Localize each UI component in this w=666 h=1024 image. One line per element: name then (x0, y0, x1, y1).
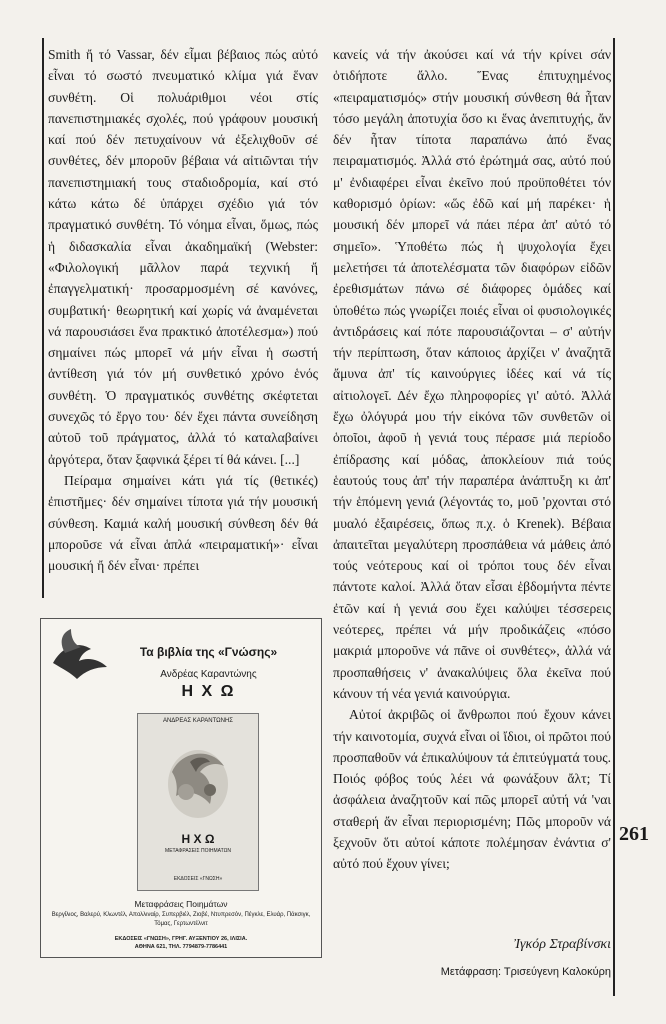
cover-publisher: ΕΚΔΟΣΕΙΣ «ΓΝΩΣΗ» (173, 876, 223, 882)
series-title: Τα βιβλία της «Γνώσης» (139, 645, 278, 659)
publisher-info (51, 935, 311, 951)
book-advertisement (40, 618, 322, 958)
right-text-column (333, 44, 611, 875)
book-author: Ανδρέας Καραντώνης (160, 669, 257, 680)
left-column-rule (42, 38, 44, 598)
publisher-address: ΕΚΔΟΣΕΙΣ «ΓΝΩΣΗ», ΓΡΗΓ. ΑΥΞΕΝΤΙΟΥ 26, ΙΛΙΣΙΑ. (114, 936, 248, 942)
left-paragraph-2: Πείραμα σημαίνει κάτι γιά τίς (θετικές) ἐπιστῆμες· δέν σημαίνει τίποτα γιά τήν μουσική σύνθεση. Καμιά καλή μουσική σύνθεση δέν θά μποροῦσε νά εἶναι ἁπλά «πειραματική»· εἶναι μουσική ἤ δέν εἶναι· πρέπει (48, 472, 318, 574)
cover-title: Η Χ Ω (181, 832, 215, 846)
right-paragraph-2: Αὐτοί ἀκριβῶς οἱ ἄνθρωποι πού ἔχουν κάνει τήν καινοτομία, συχνά εἶναι οἱ ἴδιοι, οἱ πρῶτοι πού προσπαθοῦν νά ἐπικαλύψουν τά ἐπιτεύγματά τους. Ποιός φόβος τούς λέει νά φωνάξουν ἄλτ; Τί ἀσφάλεια ἀναζητοῦν καί πῶς μπορεῖ αὐτή νά 'ναι σταθερή ἄν εἶναι περιορισμένη; Πῶς μποροῦν νά ξεχνοῦν ὅτι αὐτοί κάποτε πολέμησαν ἐνάντια σ' αὐτό πού ἔχουν γίνει; (333, 707, 611, 872)
page-number: 261 (619, 823, 649, 845)
translator-credit: Μετάφραση: Τρισεύγενη Καλοκύρη (440, 966, 611, 978)
book-subject: Μεταφράσεις Ποιημάτων (134, 899, 228, 909)
cover-illustration-icon (150, 732, 246, 828)
left-paragraph-1: Smith ἤ τό Vassar, δέν εἶμαι βέβαιος πώς αὐτό εἶναι τό σωστό πνευματικό κλίμα γιά ἕναν συνθέτη. Οἱ πολυάριθμοι νέοι στίς πανεπιστημιακές σχολές, πού γράφουν μουσική καί πού δέν πετυχαίνουν νά ἐξελιχθοῦν σέ συνθέτες, δέν μποροῦν βέβαια νά αἰτιῶνται τήν πανεπιστημιακή τους σταδιοδρομία, καί στό κάτω κάτω δέ ὑπάρχει σχέδιο γιά τόν πραγματικό συνθέτη. Τό νόημα εἶναι, ὅμως, πώς ἡ διδασκαλία εἶναι ἀκαδημαϊκή (Webster: «Φιλολογική μᾶλλον παρά τεχνική ἤ ἐπαγγελματική· προσαρμοσμένη σέ κανόνες, συμβατική· θεωρητική καί χωρίς νά ἀναμένεται νά παρουσιάσει ἕνα πρακτικό ἀποτέλεσμα») πού σημαίνει πώς μπορεῖ νά μήν εἶναι ἡ σωστή ἀντίθεση γιά τόν μή συνθετικό χρόνο ἑνός συνθέτη. Ὁ πραγματικός συνθέτης σκέφτεται συνεχῶς τό ἔργο του· δέν ἔχει πάντα συνείδηση αὐτοῦ τοῦ πράγματος, ἀλλά τό καταλαβαίνει ἀργότερα, ὅταν ξαφνικά ξέρει τί θά κάνει. [...] (48, 47, 318, 467)
book-cover (137, 713, 259, 891)
cover-subtitle: ΜΕΤΑΦΡΑΣΕΙΣ ΠΟΙΗΜΑΤΩΝ (165, 848, 231, 854)
right-paragraph-1: κανείς νά τήν ἀκούσει καί νά τήν κρίνει σάν ὁτιδήποτε ἄλλο. Ἕνας ἐπιτυχημένος «πειραματισμός» στήν μουσική σύνθεση θά ἦταν τόσο μεγάλη ἀποτυχία ὅσο κι ἕνας ἀνεπιτυχής, ἄν δέν ἦταν τίποτα παραπάνω ἀπό ἕνας πειραματισμός. Ἀλλά στό ἐρώτημά σας, αὐτό πού μ' ἐνδιαφέρει εἶναι ἐκεῖνο πού προϋποθέτει τόν καθορισμό ὁρίων: «ὥς ἐδῶ καί μή παρέκει· ἡ μουσική δέν μπορεῖ νά πάει πέρα ἀπ' αὐτό τό σημεῖο». Ὑποθέτω πώς ἡ ψυχολογία ἔχει μελετήσει τά ἀποτελέσματα τῶν διαφόρων εἰδῶν ἐρεθισμάτων πάνω σέ διάφορες ὁμάδες καί ὑποθέτω πώς γνωρίζει ποιές εἶναι οἱ φυσιολογικές ἀντιδράσεις καί πότε παρουσιάζονται – σ' αὐτήν τήν περίπτωση, ὅταν κάποιος ἀρχίζει ν' ἀναζητᾶ ἄμυνα ἀπ' τίς καινούργιες ἰδέες καί νά τίς αἰτιολογεῖ. Δέν ἔχω πληροφορίες γι' αὐτό. Ἀλλά ἔχω ὀλόγυρά μου τήν εἰκόνα τῶν συνθετῶν οἱ ὁποῖοι, ἀφοῦ ἡ γενιά τους πέρασε μιά περίοδο ἐπίδρασης καί μόδας, ἀποκλείουν πιά τούς ἑαυτούς τους ἀπ' τήν παραπέρα ἀνάπτυξη κι ἀπ' τήν ἑπόμενη γενιά (λέγοντάς το, μοῦ 'ρχονται στό μυαλό ἐξαιρέσεις, ὅπως π.χ. ὁ Krenek). Βέβαια ἀπαιτεῖται μεγαλύτερη προσπάθεια νά μάθεις ἀπό τούς νεότερους καί οἱ τρόποι τους δέν εἶναι πάντοτε καλοί. Ἀλλά ὅταν εἶσαι ἑβδομήντα πέντε ἐτῶν καί ἡ γενιά σου ἔχει καλύψει τέσσερεις νεότερες, πρέπει νά μήν προδικάζεις «πόσο μακριά μποροῦνε νά πᾶνε οἱ συνθέτες», ἀλλά νά προσπαθήσεις ν' ἀνακαλύψεις ὅλα ἐκεῖνα πού κάνουν τή νέα γενιά καινούργια. (333, 47, 611, 701)
poets-list: Βεργίλιος, Βαλερύ, Κλωντέλ, Απολλιναίρ, Συπερβιέλ, Ζιοβέ, Ντυπρεσόν, Πέγκλε, Ελυάρ, Πάκσιγκ, Τόμας, Γερτωντέλνιτ (51, 912, 311, 927)
publisher-phone: ΑΘΗΝΑ 621, ΤΗΛ. 7794879-7786441 (134, 944, 228, 950)
right-column-rule (613, 38, 615, 996)
cover-author: ΑΝΔΡΕΑΣ ΚΑΡΑΝΤΩΝΗΣ (162, 718, 234, 724)
book-title: Η Χ Ω (181, 683, 236, 700)
author-signature: Ἰγκόρ Στραβίνσκι (514, 937, 611, 952)
left-text-column (48, 44, 318, 576)
